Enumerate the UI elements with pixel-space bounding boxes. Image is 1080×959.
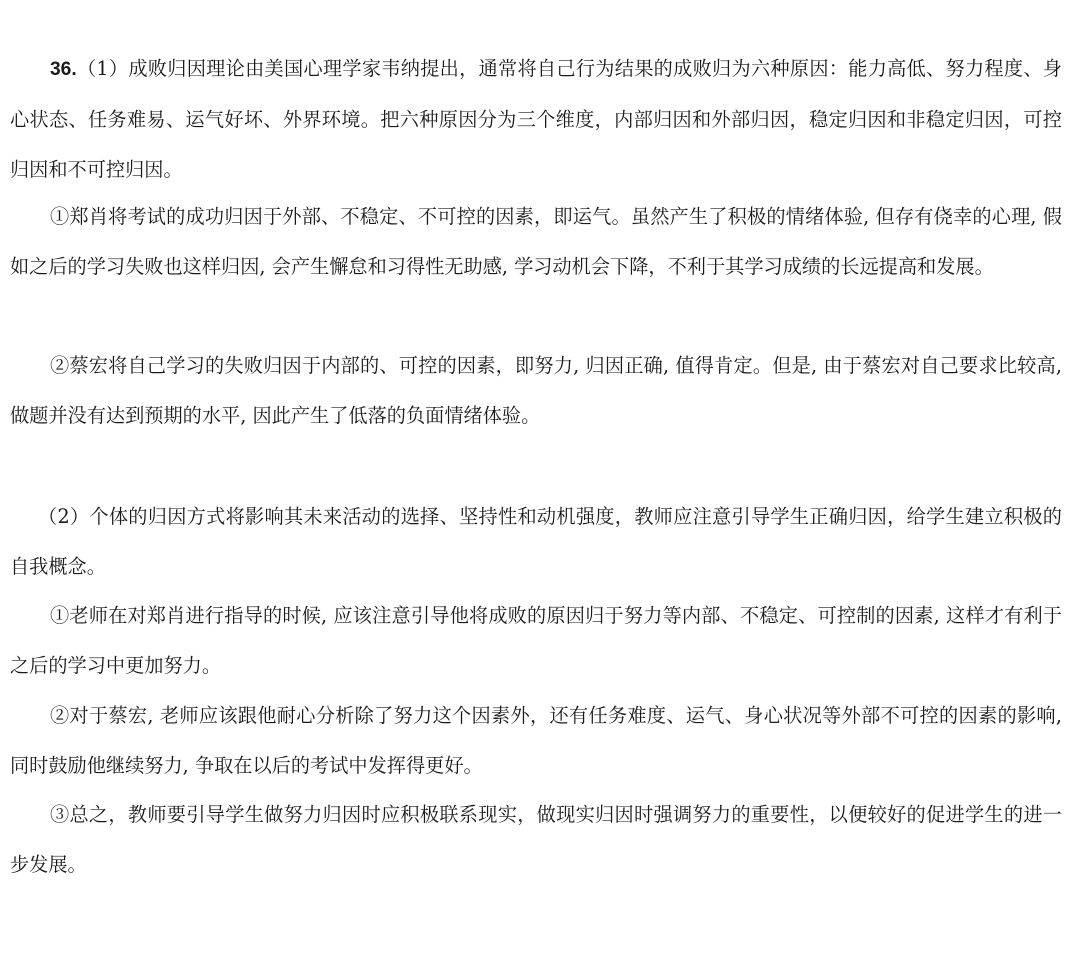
paragraph-6 xyxy=(10,691,1062,791)
paragraph-2 xyxy=(10,192,1062,292)
paragraph-text: （1）成败归因理论由美国心理学家韦纳提出，通常将自己行为结果的成败归为六种原因：能力高低、努力程度、身心状态、任务难易、运气好坏、外界环境。把六种原因分为三个维度，内部归因和外部归因，稳定归因和非稳定归因，可控归因和不可控归因。 xyxy=(10,57,1062,181)
paragraph-7 xyxy=(10,790,1062,890)
paragraph-5 xyxy=(10,591,1062,691)
paragraph-text: ①郑肖将考试的成功归因于外部、不稳定、不可控的因素，即运气。虽然产生了积极的情绪体验, 但存有侥幸的心理, 假如之后的学习失败也这样归因, 会产生懈怠和习得性无助感, 学习动机会下降，不利于其学习成绩的长远提高和发展。 xyxy=(10,205,1062,278)
paragraph-text: ②对于蔡宏, 老师应该跟他耐心分析除了努力这个因素外，还有任务难度、运气、身心状况等外部不可控的因素的影响, 同时鼓励他继续努力, 争取在以后的考试中发挥得更好。 xyxy=(10,704,1062,777)
paragraph-1 xyxy=(10,44,1062,195)
paragraph-3 xyxy=(10,341,1062,441)
paragraph-4 xyxy=(10,492,1062,592)
paragraph-text: ②蔡宏将自己学习的失败归因于内部的、可控的因素，即努力, 归因正确, 值得肯定。但是, 由于蔡宏对自己要求比较高, 做题并没有达到预期的水平, 因此产生了低落的负面情绪体验。 xyxy=(10,354,1062,427)
paragraph-text: ①老师在对郑肖进行指导的时候, 应该注意引导他将成败的原因归于努力等内部、不稳定、可控制的因素, 这样才有利于之后的学习中更加努力。 xyxy=(10,604,1062,677)
question-number: 36. xyxy=(50,59,77,80)
paragraph-text: （2）个体的归因方式将影响其未来活动的选择、坚持性和动机强度，教师应注意引导学生正确归因，给学生建立积极的自我概念。 xyxy=(10,505,1062,578)
paragraph-text: ③总之，教师要引导学生做努力归因时应积极联系现实，做现实归因时强调努力的重要性，以便较好的促进学生的进一步发展。 xyxy=(10,803,1062,876)
